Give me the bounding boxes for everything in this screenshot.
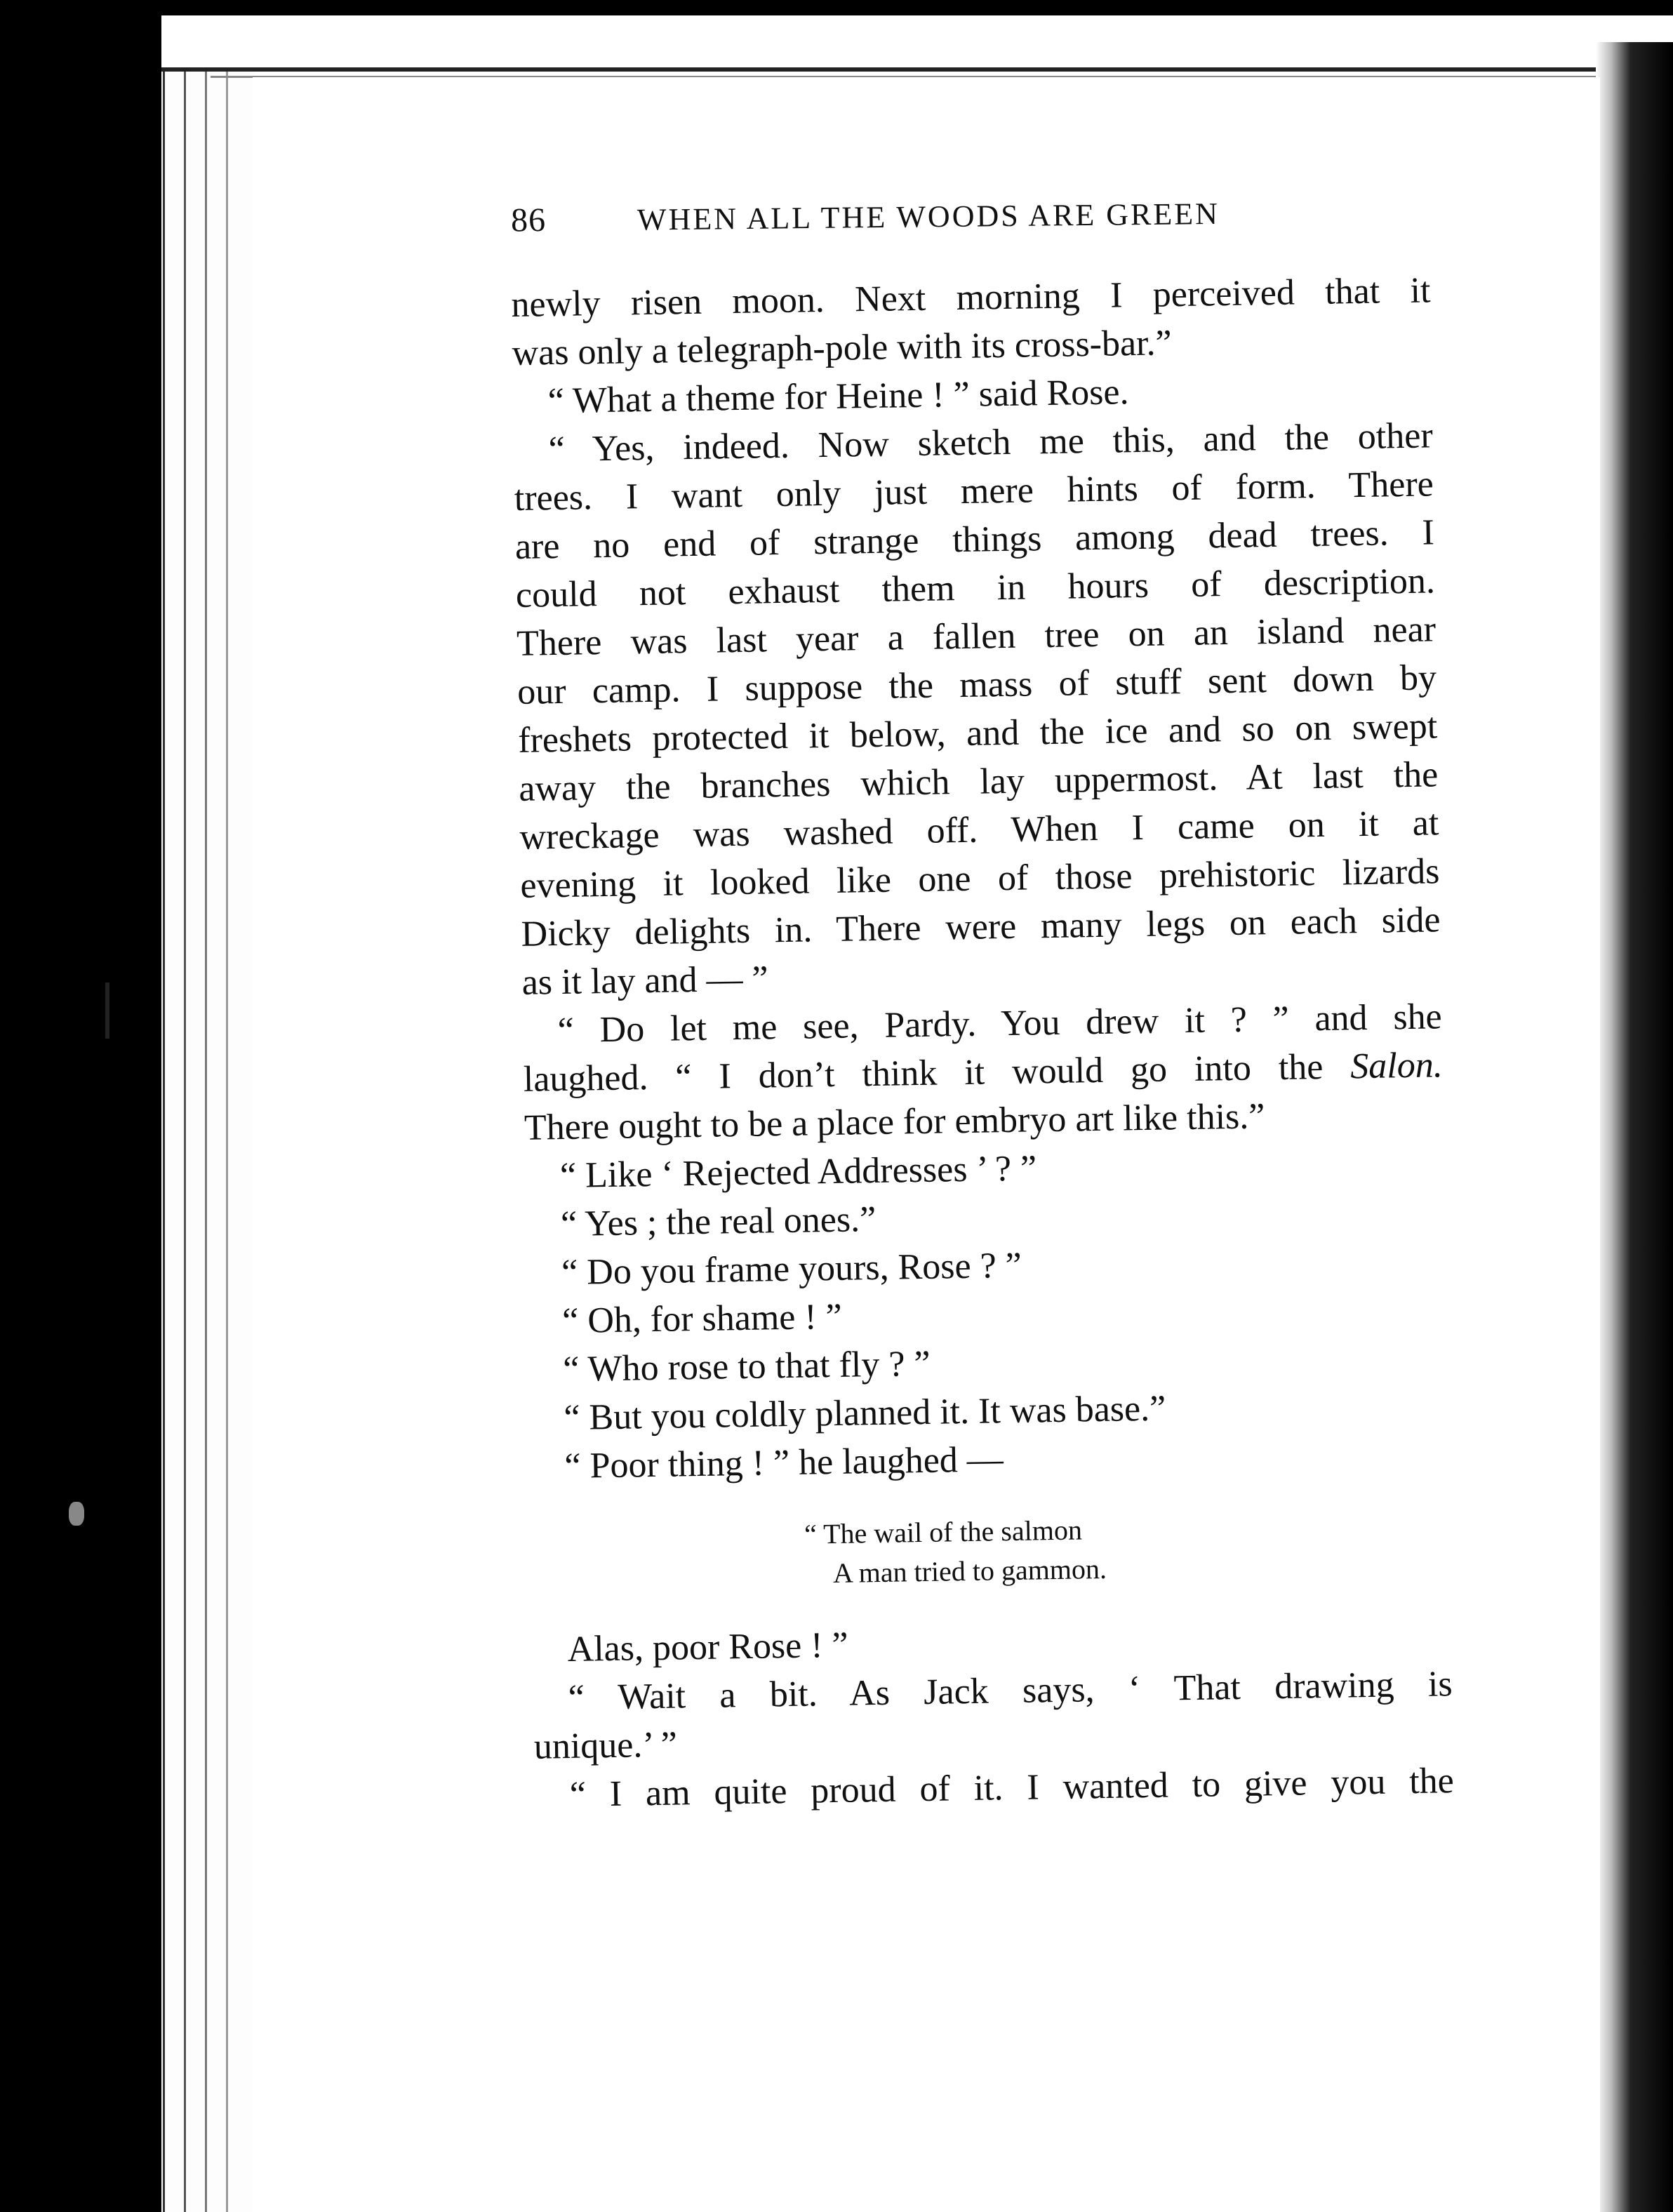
scan-border-left <box>0 0 161 2212</box>
italic-word: Salon. <box>1349 1045 1444 1087</box>
text-line: “ I am quite proud of it. I wanted to give you the <box>569 1761 1455 1815</box>
dialogue-line: “ Do you frame yours, Rose ? ” <box>561 1245 1022 1293</box>
dialogue-line: “ Like ‘ Rejected Addresses ’ ? ” <box>559 1148 1037 1197</box>
scan-border-right <box>1596 42 1673 2212</box>
verse-line: A man tried to gammon. <box>832 1552 1107 1590</box>
dialogue-line: “ Yes ; the real ones.” <box>560 1199 877 1245</box>
text-line: could not exhaust them in hours of description. <box>515 561 1436 615</box>
text-line: Dicky delights in. There were many legs on each side <box>521 900 1441 954</box>
page-number: 86 <box>510 201 547 239</box>
dialogue-line: “ Poor thing ! ” he laughed — <box>564 1439 1004 1487</box>
dialogue-line: “ Oh, for shame ! ” <box>561 1296 843 1342</box>
verse-line: “ The wail of the salmon <box>804 1514 1083 1550</box>
paragraph <box>513 411 1441 1006</box>
text-line: “ What a theme for Heine ! ” said Rose. <box>547 372 1129 422</box>
text-fragment: laughed. “ I don’t think it would go into the <box>523 1046 1351 1100</box>
text-line: our camp. I suppose the mass of stuff sent down by <box>516 658 1437 712</box>
dialogue-line: “ But you coldly planned it. It was base.” <box>564 1388 1166 1439</box>
paragraph <box>533 1660 1453 1771</box>
text-line: trees. I want only just mere hints of form. There <box>514 464 1434 519</box>
text-line: Alas, poor Rose ! ” <box>567 1625 849 1670</box>
text-line: “ Wait a bit. As Jack says, ‘ That drawing is <box>568 1664 1453 1718</box>
text-line: evening it looked like one of those prehistoric lizards <box>520 851 1440 906</box>
verse-quote <box>804 1505 1451 1593</box>
body-text <box>511 266 1454 1819</box>
text-line: freshets protected it below, and the ice and so on swept <box>517 706 1438 761</box>
dialogue-line: “ Who rose to that fly ? ” <box>562 1343 931 1390</box>
text-line: newly risen moon. Next morning I perceived that it <box>511 270 1431 325</box>
paragraph <box>522 992 1444 1152</box>
text-line: are no end of strange things among dead trees. I <box>514 512 1435 567</box>
page-top-edge <box>161 67 1607 72</box>
text-line: There ought to be a place for embryo art like this.” <box>524 1096 1265 1148</box>
text-line: wreckage was washed off. When I came on it at <box>519 803 1439 858</box>
text-line: “ Yes, indeed. Now sketch me this, and the other <box>548 415 1434 470</box>
dialogue-block <box>525 1138 1449 1491</box>
scan-speck <box>105 982 109 1039</box>
text-line: was only a telegraph-pole with its cross-bar.” <box>512 323 1173 373</box>
text-line: away the branches which lay uppermost. At last the <box>518 754 1439 809</box>
scan-border-top <box>0 0 1673 15</box>
text-line: There was last year a fallen tree on an island near <box>516 609 1437 664</box>
text-line: “ Do let me see, Pardy. You drew it ? ” and she <box>557 997 1443 1051</box>
scan-speck <box>69 1502 84 1526</box>
page-stack-edge <box>226 70 256 2212</box>
text-line: as it lay and — ” <box>521 959 769 1003</box>
running-title: WHEN ALL THE WOODS ARE GREEN <box>636 196 1220 237</box>
text-line: unique.’ ” <box>533 1724 678 1767</box>
paragraph <box>511 266 1432 378</box>
